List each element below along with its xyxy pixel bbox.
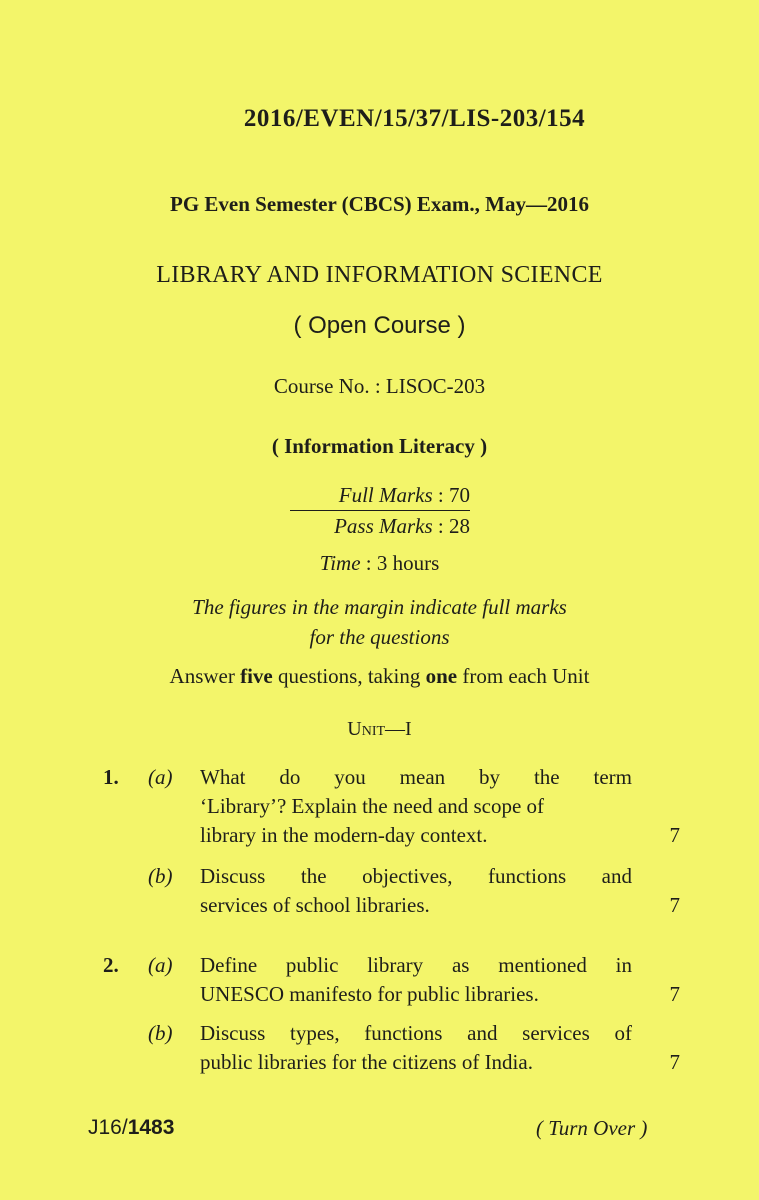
time-label: Time bbox=[319, 551, 361, 575]
question-text bbox=[200, 1019, 632, 1077]
full-marks-label: Full Marks bbox=[338, 483, 433, 507]
question-line: library in the modern-day context. bbox=[200, 823, 488, 847]
marks-note-line1: The figures in the margin indicate full marks bbox=[192, 595, 567, 619]
question-text bbox=[200, 862, 632, 920]
question-1a bbox=[0, 763, 759, 853]
marks-note bbox=[0, 592, 759, 652]
question-2a bbox=[0, 951, 759, 1011]
instruction-mid: questions, taking bbox=[272, 664, 426, 688]
question-line: services of school libraries. bbox=[200, 893, 430, 917]
question-1b bbox=[0, 862, 759, 922]
question-marks: 7 bbox=[669, 982, 680, 1006]
question-number: 2. bbox=[103, 953, 119, 977]
question-marks: 7 bbox=[669, 823, 680, 847]
time-allowed bbox=[0, 551, 759, 576]
instruction-five: five bbox=[240, 664, 273, 688]
marks-note-line2: for the questions bbox=[309, 625, 450, 649]
paper-title: ( Information Literacy ) bbox=[271, 434, 488, 458]
question-text bbox=[200, 951, 632, 1009]
course-type: ( Open Course ) bbox=[293, 312, 466, 339]
question-part-label: (a) bbox=[148, 953, 173, 977]
turn-over-note: ( Turn Over ) bbox=[536, 1116, 648, 1140]
exam-title: PG Even Semester (CBCS) Exam., May—2016 bbox=[170, 192, 589, 216]
course-number: Course No. : LISOC-203 bbox=[273, 374, 486, 398]
question-text bbox=[200, 763, 632, 850]
unit-heading: Unit—I bbox=[347, 718, 412, 740]
full-marks-value: : 70 bbox=[432, 483, 470, 507]
pass-marks-label: Pass Marks bbox=[334, 514, 433, 538]
subject-title: LIBRARY AND INFORMATION SCIENCE bbox=[156, 262, 603, 288]
pass-marks bbox=[290, 511, 470, 541]
question-part-label: (b) bbox=[148, 1021, 173, 1045]
question-line: Define public library as mentioned in bbox=[200, 953, 632, 977]
full-marks bbox=[290, 480, 470, 511]
paper-code: 2016/EVEN/15/37/LIS-203/154 bbox=[243, 105, 586, 132]
question-number: 1. bbox=[103, 765, 119, 789]
question-line: What do you mean by the term bbox=[200, 765, 632, 789]
marks-block bbox=[290, 480, 470, 541]
question-line: public libraries for the citizens of India. bbox=[200, 1050, 533, 1074]
question-marks: 7 bbox=[669, 1050, 680, 1074]
instruction-one: one bbox=[425, 664, 458, 688]
footer-code bbox=[88, 1116, 174, 1140]
question-line: ‘Library’? Explain the need and scope of bbox=[200, 794, 545, 818]
question-marks: 7 bbox=[669, 893, 680, 917]
footer-code-number: 1483 bbox=[127, 1116, 175, 1139]
instruction bbox=[0, 664, 759, 689]
question-line: Discuss types, functions and services of bbox=[200, 1021, 632, 1045]
instruction-post: from each Unit bbox=[457, 664, 590, 688]
instruction-pre: Answer bbox=[169, 664, 241, 688]
question-line: Discuss the objectives, functions and bbox=[200, 864, 632, 888]
question-2b bbox=[0, 1019, 759, 1079]
time-value: : 3 hours bbox=[360, 551, 440, 575]
pass-marks-value: : 28 bbox=[432, 514, 470, 538]
question-line: UNESCO manifesto for public libraries. bbox=[200, 982, 539, 1006]
question-part-label: (b) bbox=[148, 864, 173, 888]
footer-code-prefix: J16/ bbox=[88, 1116, 128, 1139]
question-part-label: (a) bbox=[148, 765, 173, 789]
